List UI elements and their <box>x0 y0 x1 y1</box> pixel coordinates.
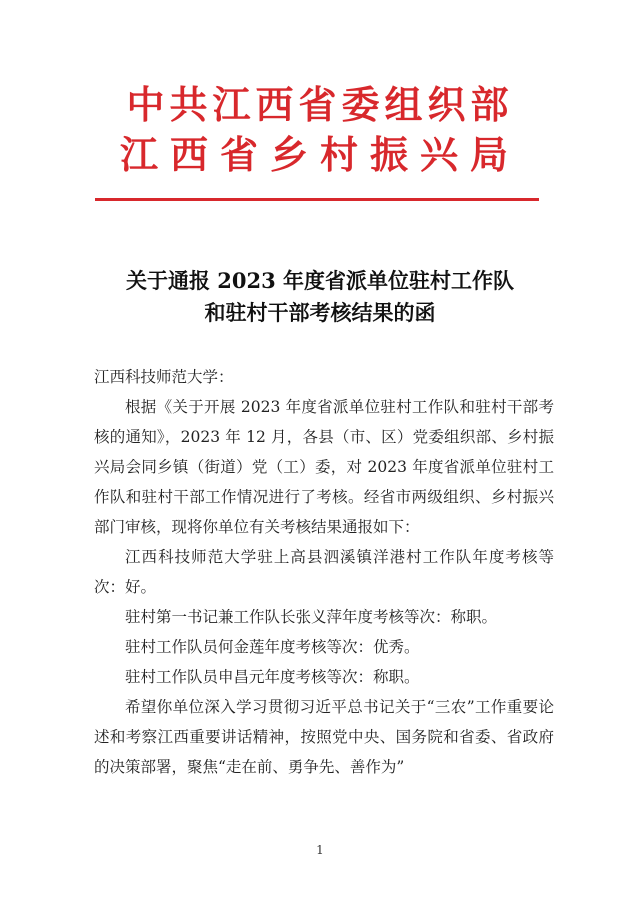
paragraph-member-result-2: 驻村工作队员申昌元年度考核等次：称职。 <box>125 668 420 686</box>
issuer-line-1: 中共江西省委组织部 <box>126 83 514 127</box>
paragraph-member-result-1: 驻村工作队员何金莲年度考核等次：优秀。 <box>125 638 420 656</box>
page-number: 1 <box>316 843 324 857</box>
paragraph-intro: 根据《关于开展 2023 年度省派单位驻村工作队和驻村干部考核的通知》，2023 年 12 月，各县（市、区）党委组织部、乡村振兴局会同乡镇（街道）党（工）委，对 2023 年度省派单位驻村工作队和驻村干部工作情况进行了考核。经省市两级组织、乡村振兴部门审核，现将你单位有关考核结果通报如下： <box>94 398 554 536</box>
title-line-2: 和驻村干部考核结果的函 <box>204 300 436 325</box>
paragraph-team-result: 江西科技师范大学驻上高县泗溪镇洋港村工作队年度考核等次：好。 <box>94 548 554 596</box>
red-divider-rule <box>95 198 539 201</box>
document-title <box>0 265 640 329</box>
salutation: 江西科技师范大学： <box>94 368 234 386</box>
paragraph-secretary-result: 驻村第一书记兼工作队长张义萍年度考核等次：称职。 <box>125 608 498 626</box>
paragraph-expectation: 希望你单位深入学习贯彻习近平总书记关于“三农”工作重要论述和考察江西重要讲话精神，按照党中央、国务院和省委、省政府的决策部署，聚焦“走在前、勇争先、善作为” <box>94 698 554 776</box>
issuer-line-2: 江西省乡村振兴局 <box>119 133 520 177</box>
document-header <box>0 80 640 180</box>
document-body <box>94 362 554 782</box>
title-line-1: 关于通报 2023 年度省派单位驻村工作队 <box>125 268 515 293</box>
